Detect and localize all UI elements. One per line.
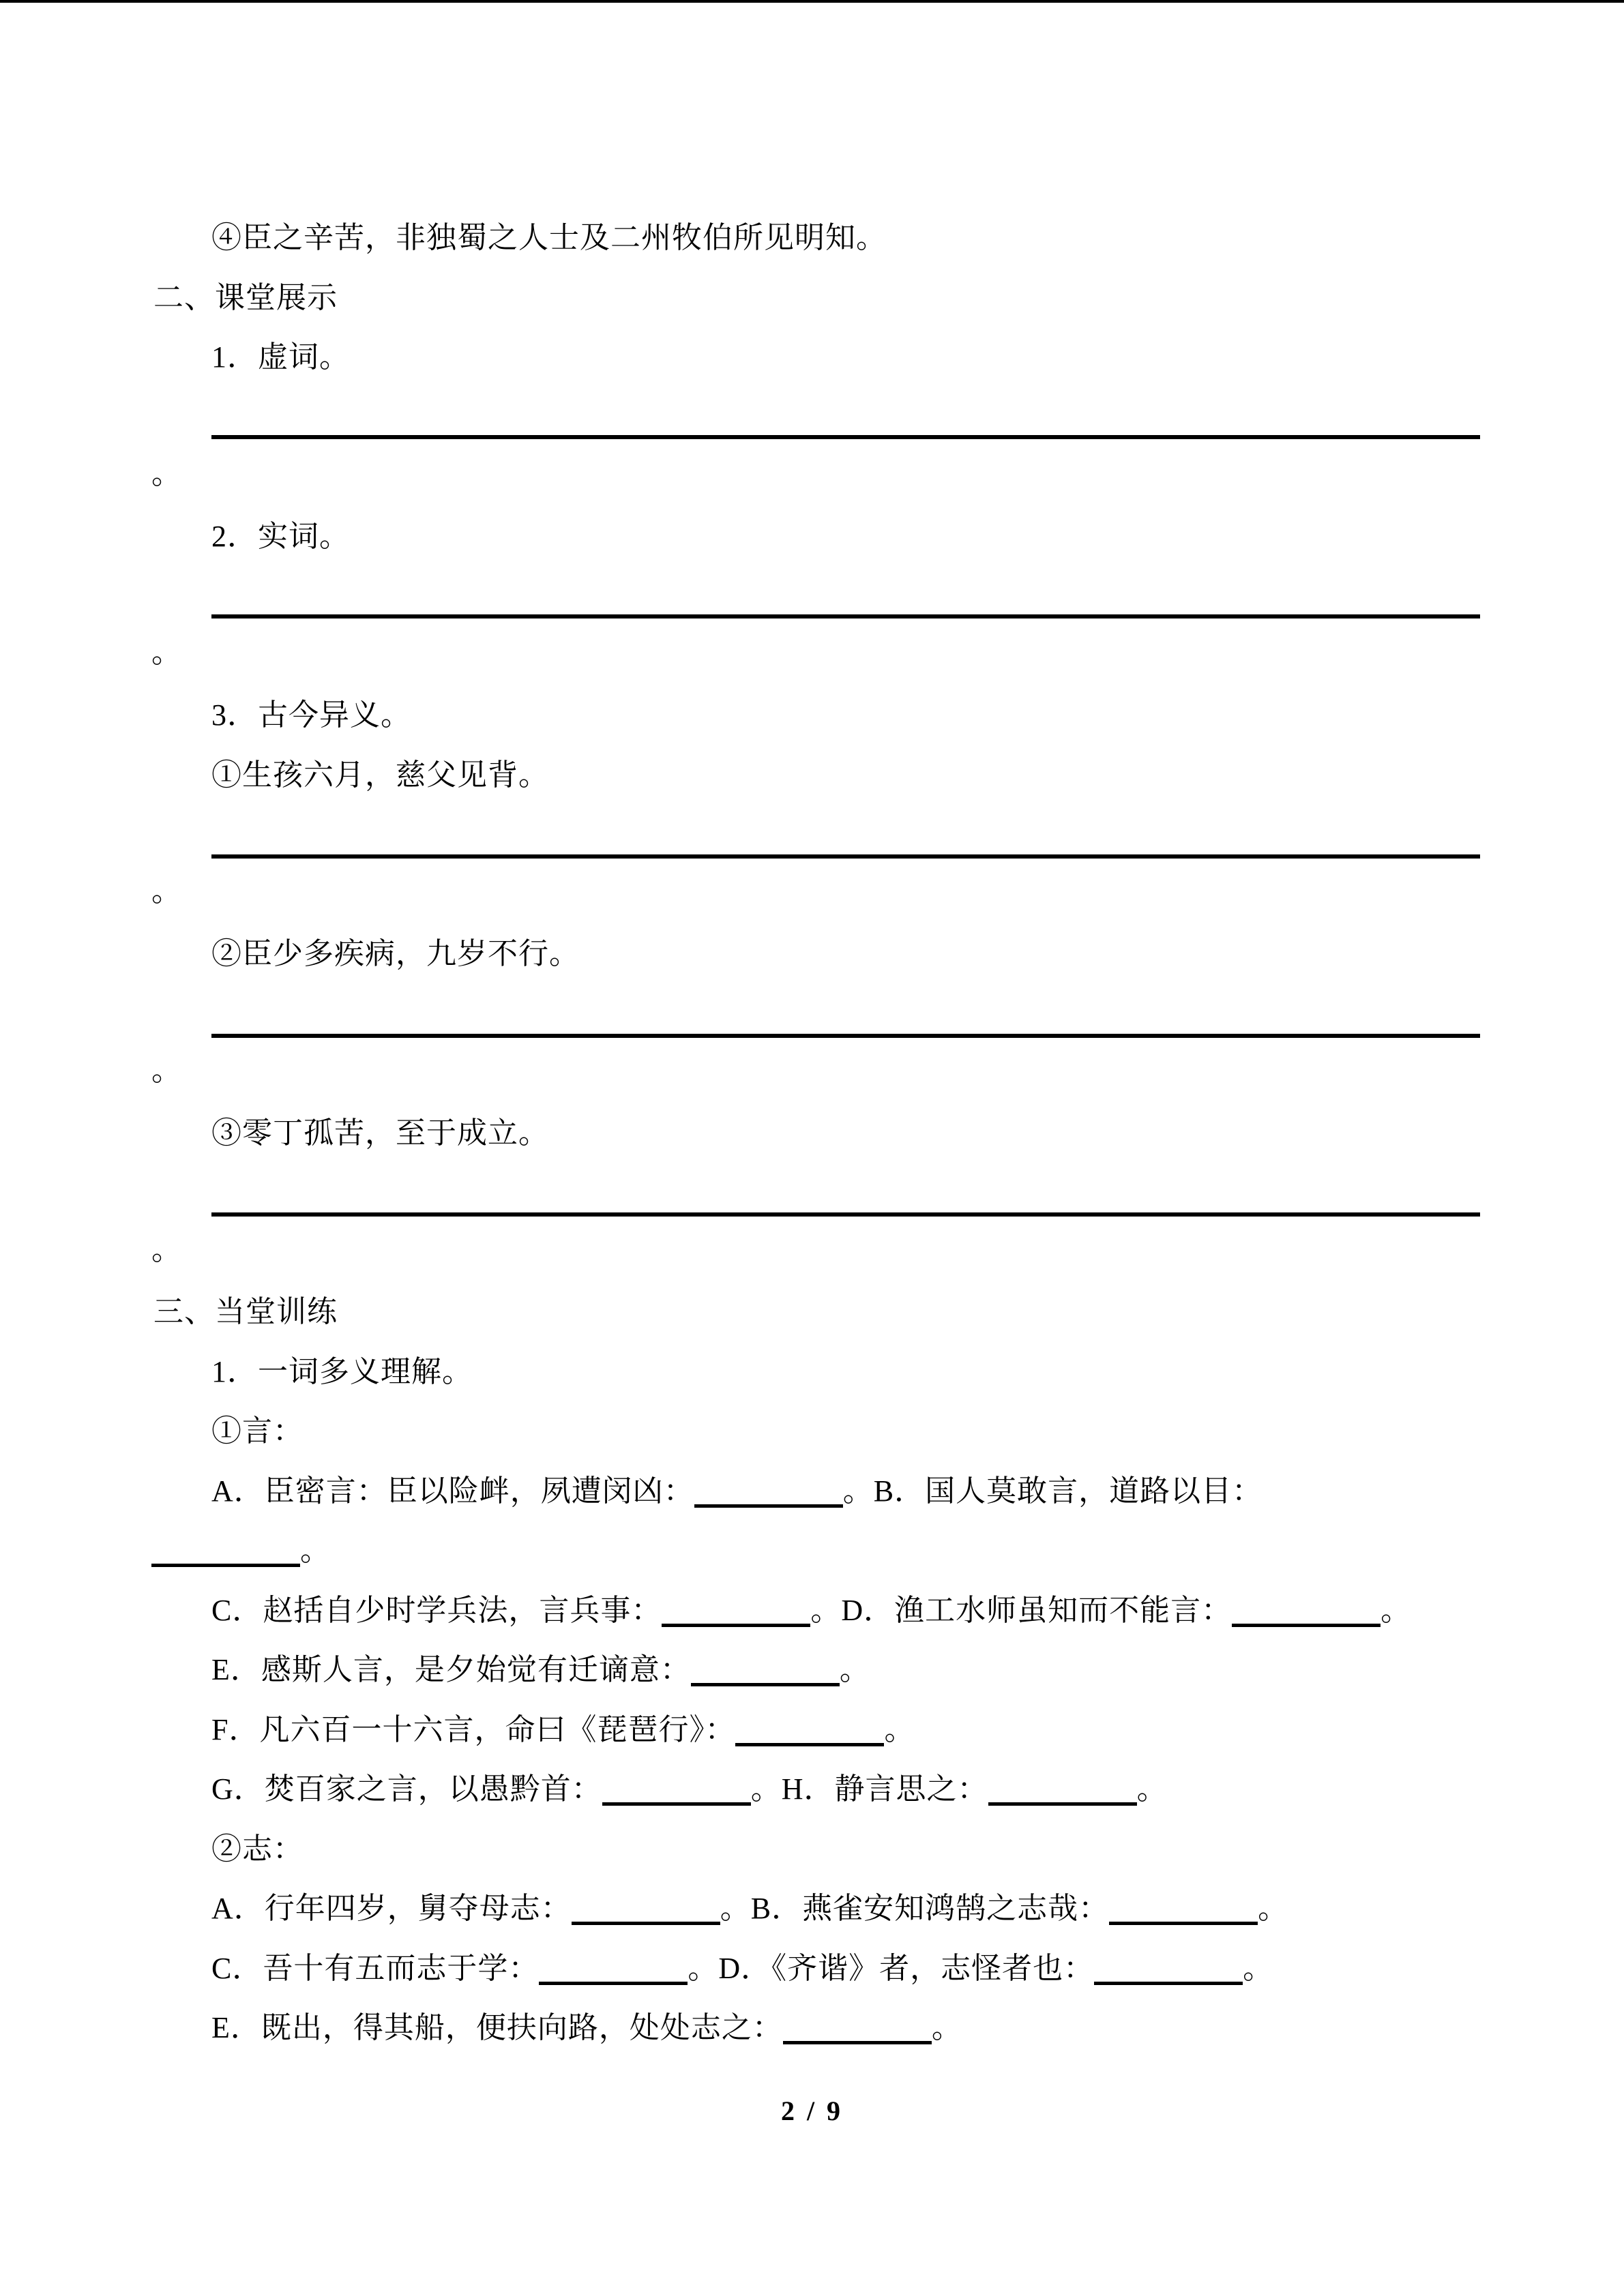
page-number: 2 / 9 (780, 2096, 844, 2126)
text-run: 1．虚词。 (211, 340, 350, 374)
text-run: 。 (1381, 1594, 1412, 1627)
answer-blank[interactable] (783, 2041, 932, 2044)
answer-blank[interactable] (1094, 1982, 1243, 1985)
text-line (211, 1771, 1168, 1808)
text-line (211, 697, 411, 734)
text-run: 。 (884, 1713, 915, 1746)
text-run: C．吾十有五而志于学： (211, 1952, 540, 1985)
text-line (211, 1712, 915, 1748)
text-line (211, 1652, 870, 1688)
text-run: 2．实词。 (211, 520, 350, 553)
answer-blank[interactable] (1109, 1922, 1258, 1925)
section-heading (153, 1294, 338, 1330)
text-run: 1．一词多义理解。 (211, 1355, 473, 1388)
text-line (211, 1115, 549, 1152)
page-top-edge (0, 0, 1624, 3)
text-run: 。B．燕雀安知鸿鹄之志哉： (720, 1892, 1110, 1925)
text-run: E．既出，得其船，便扶向路，处处志之： (211, 2011, 783, 2044)
continuation-line (151, 634, 182, 671)
answer-blank[interactable] (735, 1743, 884, 1746)
continuation-line (151, 1532, 331, 1569)
text-line (211, 1413, 304, 1450)
continuation-line (151, 873, 182, 910)
text-run: 。 (1243, 1952, 1274, 1985)
answer-blank[interactable] (662, 1624, 810, 1627)
answer-blank[interactable] (572, 1922, 720, 1925)
text-run: 。B．国人莫敢言，道路以目： (842, 1474, 1263, 1508)
answer-rule[interactable] (211, 854, 1480, 859)
text-run: ②志： (211, 1832, 304, 1866)
answer-blank[interactable] (151, 1564, 300, 1567)
answer-rule[interactable] (211, 614, 1480, 618)
continuation-line (151, 1232, 182, 1268)
text-line (211, 339, 350, 376)
text-run: 。 (151, 874, 182, 908)
text-line (211, 220, 887, 256)
answer-blank[interactable] (1232, 1624, 1381, 1627)
text-run: 三、当堂训练 (153, 1295, 338, 1328)
text-run: C．赵括自少时学兵法，言兵事： (211, 1594, 662, 1627)
text-run: ①言： (211, 1414, 304, 1448)
text-run: 。 (151, 636, 182, 669)
text-run: 二、课堂展示 (153, 281, 338, 314)
text-run: 。 (931, 2011, 962, 2044)
answer-blank[interactable] (691, 1683, 840, 1686)
text-run: 。D．渔工水师虽知而不能言： (810, 1594, 1232, 1627)
text-line (211, 1831, 304, 1868)
answer-rule[interactable] (211, 435, 1480, 439)
text-run: G．焚百家之言，以愚黔首： (211, 1772, 602, 1806)
text-line (211, 1950, 1273, 1987)
text-line (211, 1592, 1411, 1629)
text-run: 。H．静言思之： (750, 1772, 988, 1806)
text-run: 。 (300, 1534, 331, 1567)
answer-blank[interactable] (539, 1982, 688, 1985)
text-run: E．感斯人言，是夕始觉有迁谪意： (211, 1653, 691, 1686)
continuation-line (151, 1052, 182, 1089)
answer-rule[interactable] (211, 1212, 1480, 1217)
text-run: F．凡六百一十六言，命曰《琵琶行》： (211, 1713, 736, 1746)
text-run: 。 (1136, 1772, 1168, 1806)
text-run: 。 (151, 457, 182, 490)
continuation-line (151, 456, 182, 492)
text-run: A．行年四岁，舅夺母志： (211, 1892, 572, 1925)
answer-blank[interactable] (602, 1802, 751, 1806)
section-heading (153, 280, 338, 316)
text-line (211, 936, 580, 972)
answer-blank[interactable] (988, 1802, 1137, 1806)
text-run: 3．古今异义。 (211, 698, 411, 732)
text-run: ④臣之辛苦，非独蜀之人士及二州牧伯所见明知。 (211, 221, 887, 254)
text-run: 。 (151, 1054, 182, 1087)
answer-blank[interactable] (694, 1504, 843, 1508)
text-run: 。 (839, 1653, 870, 1686)
text-run: ①生孩六月，慈父见背。 (211, 758, 549, 792)
text-run: ②臣少多疾病，九岁不行。 (211, 937, 580, 970)
text-run: ③零丁孤苦，至于成立。 (211, 1116, 549, 1150)
text-line (211, 1890, 1288, 1927)
text-run: 。D．《齐谐》者，志怪者也： (688, 1952, 1095, 1985)
text-line (211, 757, 549, 794)
text-run: A．臣密言：臣以险衅，夙遭闵凶： (211, 1474, 694, 1508)
text-line (211, 1354, 473, 1390)
text-run: 。 (151, 1233, 182, 1266)
text-line (211, 518, 350, 555)
answer-rule[interactable] (211, 1034, 1480, 1038)
text-line (211, 1473, 1263, 1510)
text-run: 。 (1258, 1892, 1289, 1925)
text-line (211, 2010, 962, 2046)
